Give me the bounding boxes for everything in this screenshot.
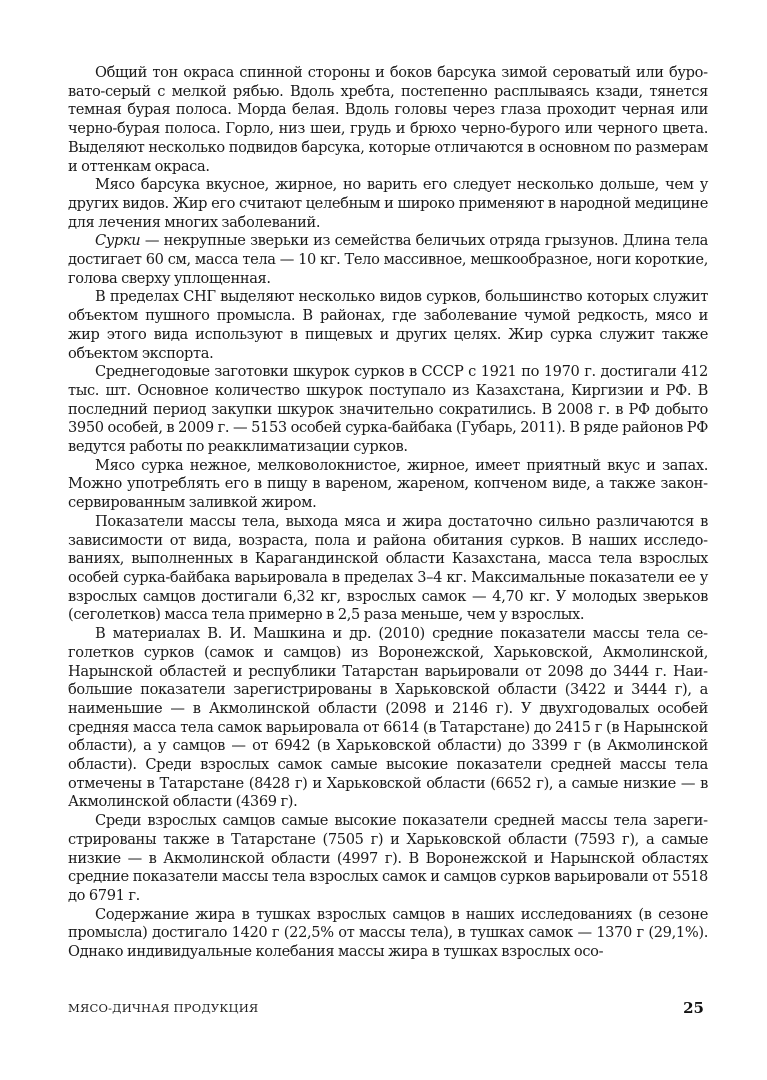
paragraph-text: — некрупные зверьки из семейства беличьих отряда грызунов. Длина тела достигает 60 см, масса тела — 10 кг. Тело массивное, мешкообразное, ноги короткие, голова сверху уплощенная.	[68, 232, 708, 287]
paragraph-badger-coloring: Общий тон окраса спинной стороны и боков барсука зимой сероватый или буровато-серый с мелкой рябью. Вдоль хребта, постепенно расплываясь кзади, тянется темная бурая полоса. Морда белая. Вдоль головы через глаза проходит черная или черно-бурая полоса. Горло, низ шеи, грудь и брюхо черно-бурого или черного цвета. Выделяют несколько подвидов барсука, которые отличаются в основном по размерам и оттенкам окраса.	[68, 64, 708, 175]
paragraph-body-mass: Показатели массы тела, выхода мяса и жира достаточно сильно различаются в зависимости от вида, возраста, пола и района обитания сурков. В наших исследованиях, выполненных в Карагандинской области Казахстана, масса тела взрослых особей сурка-байбака варьировала в пределах 3–4 кг. Максимальные показатели ее у взрослых самцов достигали 6,32 кг, взрослых самок — 4,70 кг. У молодых зверьков (сеголетков) масса тела примерно в 2,5 раза меньше, чем у взрослых.	[68, 512, 708, 624]
paragraph-marmots-intro	[68, 232, 708, 288]
page-number: 25	[683, 999, 704, 1017]
paragraph-marmot-meat: Мясо сурка нежное, мелковолокнистое, жирное, имеет приятный вкус и запах. Можно употреблять его в пищу в вареном, жареном, копченом виде, а также законсервированным заливкой жиром.	[68, 456, 708, 512]
paragraph-badger-meat: Мясо барсука вкусное, жирное, но варить его следует несколько дольше, чем у других видов. Жир его считают целебным и широко применяют в народной медицине для лечения многих заболеваний.	[68, 176, 708, 231]
paragraph-pelt-harvest: Среднегодовые заготовки шкурок сурков в СССР с 1921 по 1970 г. достигали 412 тыс. шт. Основное количество шкурок поступало из Казахстана, Киргизии и РФ. В последний период закупки шкурок значительно сократились. В 2008 г. в РФ добыто 3950 особей, в 2009 г. — 5153 особей сурка-байбака (Губарь, 2011). В ряде районов РФ ведутся работы по реакклиматизации сурков.	[68, 363, 708, 456]
running-title: МЯСО-ДИЧНАЯ ПРОДУКЦИЯ	[68, 1001, 259, 1015]
paragraph-fat-content: Содержание жира в тушках взрослых самцов в наших исследованиях (в сезоне промысла) достигало 1420 г (22,5% от массы тела), в тушках самок — 1370 г (29,1%). Однако индивидуальные колебания массы жира в тушках взрослых осо-	[68, 905, 708, 961]
term-marmots: Сурки	[95, 232, 141, 250]
page-body	[68, 64, 708, 962]
paragraph-marmot-species: В пределах СНГ выделяют несколько видов сурков, большинство которых служит объектом пушного промысла. В районах, где заболевание чумой редкость, мясо и жир этого вида используют в пищевых и других целях. Жир сурка служит также объектом экспорта.	[68, 288, 708, 362]
page-footer	[68, 999, 708, 1019]
paragraph-adult-males: Среди взрослых самцов самые высокие показатели средней массы тела зарегистрированы также в Татарстане (7505 г) и Харьковской области (7593 г), а самые низкие — в Акмолинской области (4997 г). В Воронежской и Нарынской областях средние показатели массы тела взрослых самок и самцов сурков варьировали от 5518 до 6791 г.	[68, 812, 708, 904]
paragraph-mashkin-data: В материалах В. И. Машкина и др. (2010) средние показатели массы тела сеголетков сурков (самок и самцов) из Воронежской, Харьковской, Акмолинской, Нарынской областей и республики Татарстан варьировали от 2098 до 3444 г. Наибольшие показатели зарегистрированы в Харьковской области (3422 и 3444 г), а наименьшие — в Акмолинской области (2098 и 2146 г). У двухгодовалых особей средняя масса тела самок варьировала от 6614 (в Татарстане) до 2415 г (в Нарынской области), а у самцов — от 6942 (в Харьковской области) до 3399 г (в Акмолинской области). Среди взрослых самок самые высокие показатели средней массы тела отмечены в Татарстане (8428 г) и Харьковской области (6652 г), а самые низкие — в Акмолинской области (4369 г).	[68, 625, 708, 811]
